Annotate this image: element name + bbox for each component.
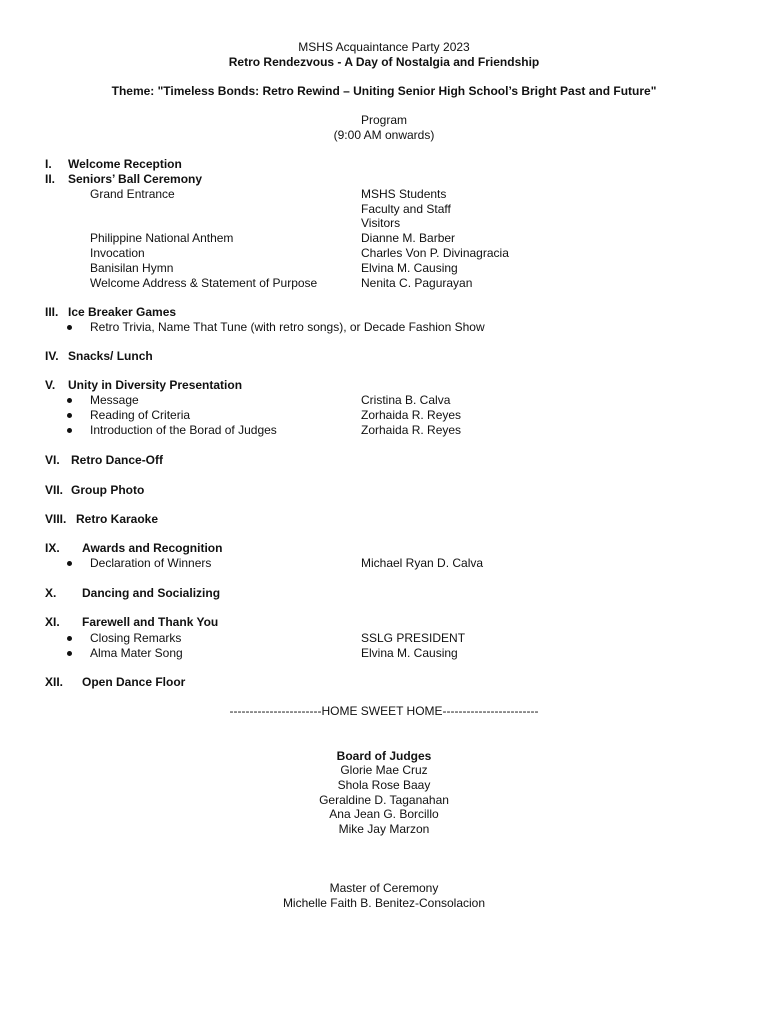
judges-heading: Board of Judges	[336, 749, 432, 763]
bullet-icon	[66, 408, 74, 413]
event-subtitle: Retro Rendezvous - A Day of Nostalgia and Friendship	[228, 55, 540, 69]
program-item-label: Invocation	[90, 246, 145, 260]
section-title: Retro Dance-Off	[71, 453, 164, 467]
program-time: (9:00 AM onwards)	[333, 128, 435, 142]
section-title: Snacks/ Lunch	[68, 349, 153, 363]
program-item-person: SSLG PRESIDENT	[361, 631, 466, 645]
program-item-person: Zorhaida R. Reyes	[361, 423, 462, 437]
program-item-person: Cristina B. Calva	[361, 393, 451, 407]
emcee-heading: Master of Ceremony	[329, 881, 439, 895]
section-number: I.	[45, 157, 52, 171]
section-title: Group Photo	[71, 483, 145, 497]
section-title: Dancing and Socializing	[82, 586, 221, 600]
program-item-label: Welcome Address & Statement of Purpose	[90, 276, 318, 290]
section-number: X.	[45, 586, 57, 600]
judge-name: Glorie Mae Cruz	[340, 763, 428, 777]
section-number: II.	[45, 172, 56, 186]
judge-name: Shola Rose Baay	[337, 778, 431, 792]
section-title: Open Dance Floor	[82, 675, 186, 689]
bullet-icon	[66, 646, 74, 651]
section-number: XII.	[45, 675, 64, 689]
program-item-label: Philippine National Anthem	[90, 231, 234, 245]
program-item-label: Closing Remarks	[90, 631, 182, 645]
program-item-label: Reading of Criteria	[90, 408, 191, 422]
program-item-label: Grand Entrance	[90, 187, 175, 201]
section-number: IV.	[45, 349, 59, 363]
program-item-person: Dianne M. Barber	[361, 231, 456, 245]
program-item-person: Elvina M. Causing	[361, 261, 458, 275]
judge-name: Geraldine D. Taganahan	[319, 793, 449, 807]
program-item-person: Nenita C. Pagurayan	[361, 276, 473, 290]
section-title: Retro Karaoke	[76, 512, 159, 526]
program-item-label: Introduction of the Borad of Judges	[90, 423, 277, 437]
program-item-person: Charles Von P. Divinagracia	[361, 246, 509, 260]
section-title: Welcome Reception	[68, 157, 182, 171]
program-item-label: Alma Mater Song	[90, 646, 183, 660]
bullet-icon	[66, 423, 74, 428]
emcee-name: Michelle Faith B. Benitez-Consolacion	[282, 896, 486, 910]
bullet-icon	[66, 393, 74, 398]
section-number: VI.	[45, 453, 60, 467]
event-theme: Theme: "Timeless Bonds: Retro Rewind – Uniting Senior High School’s Bright Past and Future"	[111, 84, 657, 98]
program-heading: Program	[360, 113, 407, 127]
section-number: VIII.	[45, 512, 67, 526]
section-title: Awards and Recognition	[82, 541, 223, 555]
event-title: MSHS Acquaintance Party 2023	[298, 40, 470, 54]
program-item-label: Retro Trivia, Name That Tune (with retro songs), or Decade Fashion Show	[90, 320, 485, 334]
section-title: Seniors’ Ball Ceremony	[68, 172, 203, 186]
section-title: Unity in Diversity Presentation	[68, 378, 243, 392]
program-item-person: Zorhaida R. Reyes	[361, 408, 462, 422]
program-item-label: Message	[90, 393, 139, 407]
program-item-person: Visitors	[361, 216, 401, 230]
bullet-icon	[66, 556, 74, 561]
judge-name: Ana Jean G. Borcillo	[329, 807, 439, 821]
program-item-label: Banisilan Hymn	[90, 261, 174, 275]
program-item-person: Michael Ryan D. Calva	[361, 556, 484, 570]
judge-name: Mike Jay Marzon	[338, 822, 430, 836]
bullet-icon	[66, 631, 74, 636]
section-number: IX.	[45, 541, 60, 555]
program-item-person: Elvina M. Causing	[361, 646, 458, 660]
home-sweet-home-divider: -----------------------HOME SWEET HOME------------------------	[229, 704, 539, 718]
section-number: V.	[45, 378, 56, 392]
program-item-person: MSHS Students	[361, 187, 447, 201]
program-item-label: Declaration of Winners	[90, 556, 212, 570]
section-title: Farewell and Thank You	[82, 615, 219, 629]
program-item-person: Faculty and Staff	[361, 202, 451, 216]
section-title: Ice Breaker Games	[68, 305, 177, 319]
section-number: XI.	[45, 615, 60, 629]
section-number: III.	[45, 305, 59, 319]
section-number: VII.	[45, 483, 64, 497]
bullet-icon	[66, 320, 74, 325]
